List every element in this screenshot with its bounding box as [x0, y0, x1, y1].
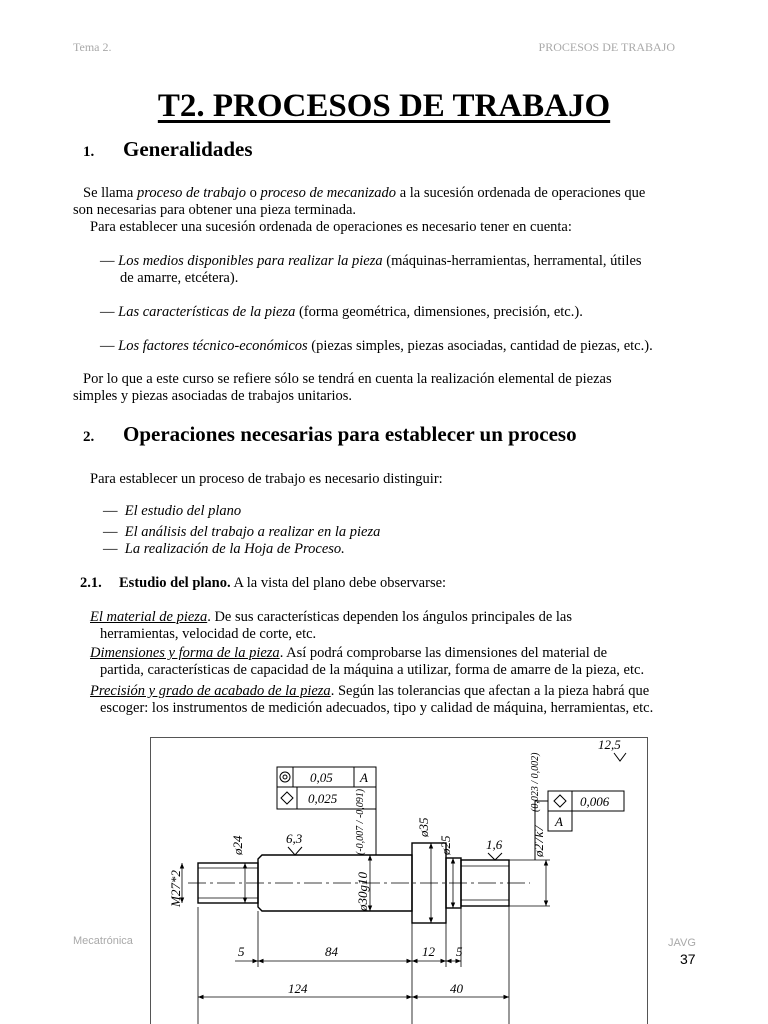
header-right: PROCESOS DE TRABAJO	[538, 40, 675, 54]
section1-item-1	[100, 253, 700, 287]
section2-number: 2.	[83, 429, 95, 445]
term-proceso-de-mecanizado: proceso de mecanizado	[260, 185, 397, 201]
point-rest: . De sus características dependen los ángulos principales de las	[207, 609, 572, 625]
roughness-global-mark	[614, 753, 626, 761]
section1-paragraph3	[73, 371, 713, 405]
tol3-ref: A	[555, 814, 563, 829]
text-line: Por lo que a este curso se refiere sólo se tendrá en cuenta la realización elemental de piezas	[83, 371, 612, 387]
dim-27-tol: (0,023 / 0,002)	[530, 752, 541, 812]
item-rest: (piezas simples, piezas asociadas, cantidad de piezas, etc.).	[307, 338, 653, 354]
subsection-number: 2.1.	[80, 575, 102, 591]
section2-item-3	[103, 541, 345, 558]
point-line2: herramientas, velocidad de corte, etc.	[100, 626, 317, 642]
item-rest: (máquinas-herramientas, herramental, útiles	[382, 253, 642, 269]
item-lead: Los medios disponibles para realizar la pieza	[118, 253, 383, 269]
text-line: Para establecer una sucesión ordenada de operaciones es necesario tener en cuenta:	[90, 219, 572, 235]
text-line: son necesarias para obtener una pieza terminada.	[73, 202, 357, 218]
point-line2: partida, características de capacidad de la máquina a utilizar, forma de amarre de la pieza, etc.	[100, 662, 645, 678]
subsection-rest: A la vista del plano debe observarse:	[230, 575, 447, 591]
dash: —	[100, 338, 115, 354]
len-124: 124	[288, 981, 308, 996]
point-rest: . Según las tolerancias que afectan a la pieza habrá que	[330, 683, 650, 699]
footer-left: Mecatrónica	[73, 935, 133, 947]
dim-35: ø35	[416, 817, 431, 837]
point-rest: . Así podrá comprobarse las dimensiones del material de	[279, 645, 608, 661]
section2-heading	[83, 422, 577, 447]
section2-item-1	[103, 503, 241, 520]
tol2-value: 0,025	[308, 791, 338, 806]
len-84: 84	[325, 944, 338, 959]
dash: —	[103, 524, 118, 540]
dim-30-tol: (-0,007 / -0,091)	[355, 788, 366, 855]
item-text: La realización de la Hoja de Proceso.	[124, 541, 345, 557]
dash: —	[100, 304, 115, 320]
point-lead: Precisión y grado de acabado de la pieza	[90, 683, 331, 699]
item-line2: de amarre, etcétera).	[120, 270, 239, 286]
len-40: 40	[450, 981, 463, 996]
section1-number: 1.	[83, 144, 95, 160]
point-precision	[90, 683, 710, 717]
header-left: Tema 2.	[73, 40, 112, 54]
page-title: T2. PROCESOS DE TRABAJO	[157, 88, 611, 124]
text-line: simples y piezas asociadas de trabajos unitarios.	[73, 388, 353, 404]
subsection-2-1	[80, 575, 446, 592]
text-run: Se llama	[83, 185, 137, 201]
point-lead: Dimensiones y forma de la pieza	[90, 645, 280, 661]
len-12: 12	[422, 944, 435, 959]
section1-item-2	[100, 304, 720, 321]
text-run: a la sucesión ordenada de operaciones que	[396, 185, 646, 201]
dim-25: ø25	[438, 835, 453, 855]
item-rest: (forma geométrica, dimensiones, precisión, etc.).	[295, 304, 583, 320]
point-line2: escoger: los instrumentos de medición adecuados, tipo y calidad de máquina, herramientas, etc.	[100, 700, 654, 716]
len-5a: 5	[238, 944, 245, 959]
item-text: El estudio del plano	[124, 503, 242, 519]
roughness-global: 12,5	[598, 737, 621, 752]
roughness-2: 1,6	[486, 837, 503, 852]
section2-item-2	[103, 524, 380, 541]
tol1-value: 0,05	[310, 770, 333, 785]
roughness-1-mark	[288, 847, 302, 855]
section1-title: Generalidades	[123, 137, 253, 161]
item-text: El análisis del trabajo a realizar en la pieza	[124, 524, 381, 540]
roughness-1: 6,3	[286, 831, 303, 846]
point-lead: El material de pieza	[90, 609, 208, 625]
len-5b: 5	[456, 944, 463, 959]
point-material	[90, 609, 710, 643]
dash: —	[100, 253, 115, 269]
item-lead: Los factores técnico-económicos	[118, 338, 308, 354]
section2-title: Operaciones necesarias para establecer un proceso	[123, 422, 577, 446]
page-number: 37	[680, 951, 696, 967]
dash: —	[103, 503, 118, 519]
section1-item-3	[100, 338, 720, 355]
section1-heading	[83, 137, 253, 162]
roughness-2-mark	[488, 853, 502, 860]
section2-intro: Para establecer un proceso de trabajo es necesario distinguir:	[90, 471, 443, 487]
point-dimensiones	[90, 645, 710, 679]
footer-right: JAVG	[668, 937, 696, 949]
term-proceso-de-trabajo: proceso de trabajo	[136, 185, 246, 201]
subsection-title: Estudio del plano.	[119, 575, 231, 591]
dim-thread: M27*2	[168, 870, 183, 907]
dash: —	[103, 541, 118, 557]
dim-24: ø24	[230, 835, 245, 855]
tol3-value: 0,006	[580, 794, 610, 809]
text-run: o	[245, 185, 261, 201]
dim-30: ø30g10	[355, 872, 370, 911]
dim-27: ø27k7	[531, 825, 546, 857]
tol1-ref: A	[360, 770, 368, 785]
section1-paragraph1	[73, 185, 713, 236]
technical-drawing	[150, 737, 648, 1024]
item-lead: Las características de la pieza	[118, 304, 296, 320]
